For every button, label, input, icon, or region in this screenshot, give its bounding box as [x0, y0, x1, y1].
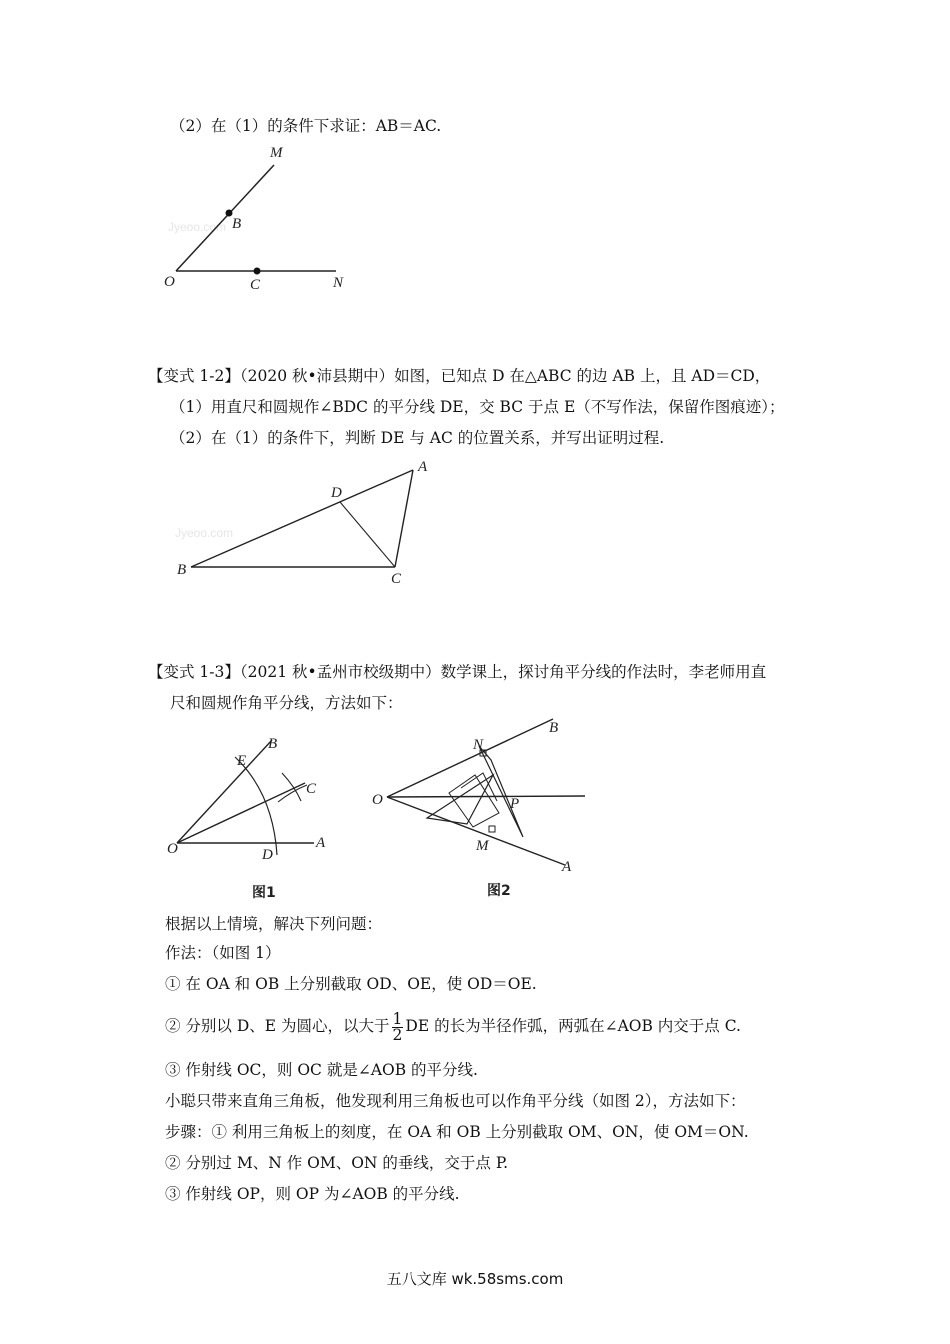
- label-a: A: [316, 835, 326, 851]
- figure-angle-mon: [150, 135, 370, 300]
- context-intro: 根据以上情境，解决下列问题：: [165, 915, 383, 933]
- label-n: N: [473, 737, 484, 753]
- question-2-text: （2）在（1）的条件下求证：AB＝AC.: [170, 117, 442, 135]
- footer-site-name: 五八文库 wk.58sms.com: [386, 1270, 564, 1288]
- set-square-step-3: ③ 作射线 OP，则 OP 为∠AOB 的平分线.: [165, 1185, 460, 1203]
- label-c: C: [391, 571, 402, 587]
- set-square-intro: 小聪只带来直角三角板，他发现利用三角板也可以作角平分线（如图 2），方法如下：: [165, 1092, 746, 1110]
- set-square-step-2: ② 分别过 M、N 作 OM、ON 的垂线，交于点 P.: [165, 1154, 509, 1172]
- ray-ob: [387, 719, 553, 797]
- step-2-part-b: DE 的长为半径作弧，两弧在∠AOB 内交于点 C.: [405, 1017, 741, 1035]
- set-square-step-1: 步骤：① 利用三角板上的刻度，在 OA 和 OB 上分别截取 OM、ON，使 OM＝ON.: [165, 1123, 749, 1141]
- variant-1-2-q2: （2）在（1）的条件下，判断 DE 与 AC 的位置关系，并写出证明过程.: [170, 429, 665, 447]
- label-c: C: [250, 277, 261, 293]
- label-c: C: [306, 781, 317, 797]
- set-square-inner: [449, 775, 499, 827]
- label-a: A: [418, 459, 428, 475]
- label-m: M: [476, 838, 489, 854]
- label-m: M: [270, 145, 283, 161]
- label-o: O: [167, 841, 178, 857]
- step-3: ③ 作射线 OC，则 OC 就是∠AOB 的平分线.: [165, 1061, 478, 1079]
- label-d: D: [331, 485, 342, 501]
- variant-1-3-heading-cont: 尺和圆规作角平分线，方法如下：: [170, 694, 403, 712]
- step-1: ① 在 OA 和 OB 上分别截取 OD、OE，使 OD＝OE.: [165, 975, 537, 993]
- figure-1-caption: 图1: [252, 885, 276, 901]
- method-heading: 作法：（如图 1）: [165, 944, 281, 962]
- label-b: B: [549, 720, 559, 736]
- figure-compass-construction: [155, 725, 355, 905]
- variant-1-2-heading: 【变式 1-2】（2020 秋•沛县期中）如图，已知点 D 在△ABC 的边 AB 上，且 AD＝CD，: [148, 367, 771, 385]
- figure-2-caption: 图2: [487, 883, 511, 899]
- fraction-denominator: 2: [392, 1025, 403, 1044]
- label-b: B: [268, 736, 278, 752]
- label-n: N: [333, 275, 344, 291]
- fraction-one-half: [392, 1009, 404, 1044]
- ray-op: [387, 796, 585, 797]
- side-ca: [395, 470, 413, 567]
- figure-watermark: Jyeoo.com: [168, 220, 227, 234]
- fraction-numerator: 1: [392, 1009, 403, 1028]
- figure-watermark: Jyeoo.com: [175, 526, 234, 540]
- label-p: P: [510, 796, 520, 812]
- figure-triangle-abc: [165, 455, 445, 595]
- variant-1-3-heading: 【变式 1-3】（2021 秋•孟州市校级期中）数学课上，探讨角平分线的作法时，李老师用直: [148, 663, 767, 681]
- ray-ob: [177, 740, 272, 843]
- label-a: A: [562, 859, 572, 875]
- point-c: [254, 268, 261, 275]
- right-angle-m: [489, 826, 495, 832]
- side-ba: [191, 470, 413, 567]
- variant-1-2-q1: （1）用直尺和圆规作∠BDC 的平分线 DE，交 BC 于点 E（不写作法，保留作图痕迹）；: [170, 398, 785, 416]
- label-d: D: [262, 847, 273, 863]
- step-2: [165, 1009, 741, 1043]
- label-e: E: [237, 753, 247, 769]
- label-o: O: [164, 274, 175, 290]
- step-2-part-a: ② 分别以 D、E 为圆心，以大于: [165, 1017, 390, 1035]
- segment-dc: [340, 502, 395, 567]
- label-b: B: [232, 216, 242, 232]
- label-o: O: [372, 792, 383, 808]
- ray-oc: [177, 783, 305, 843]
- label-b: B: [177, 562, 187, 578]
- ray-om: [176, 165, 274, 271]
- figure-set-square-construction: [365, 715, 595, 905]
